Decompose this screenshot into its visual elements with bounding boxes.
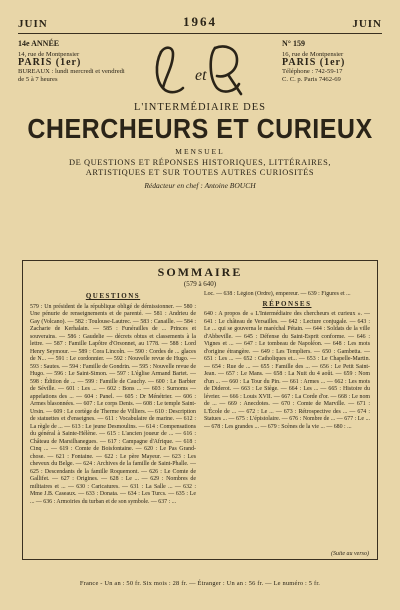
- editor-in-chief: Rédacteur en chef : Antoine BOUCH: [144, 180, 256, 190]
- date-bar: [18, 14, 382, 30]
- phone-number: Téléphone : 742-59-17: [282, 67, 343, 75]
- subtitle-line-1: DE QUESTIONS ET RÉPONSES HISTORIQUES, LITTÉRAIRES,: [68, 157, 332, 167]
- reponses-text: 640 : A propos de « L'Intermédiaire des chercheurs et curieux ». — 641 : Le château de Versailles. — 642 : Lecture conjugale. — 643 : Le ... qui se gouverna le maréchal Pétain. — 644 : Soldats de la ville d'Abbeville. — 645 : Défense du Saint-Esprit conforme. — 646 : Vignes et ... — 647 : Le tombeau de Napoléon. — 648 : Les mots d'origine étrangère. — 649 : Les Templiers. — 650 : Gambetta. — 651 : Les ... — 652 : Catholiques et... — 653 : Le Chapelle-Martin. — 654 : Rue de ... — 655 : Famille des ... — 656 : Le Petit Saint-Jean. — 657 : Le Mans. — 658 : La Nuit du 4 août. — 659 : Nom d'un ... — 660 : La Tour du Pin. — 661 : Armes ... — 662 : Les mots de Diderot. — 663 : Le Siège. — 664 : Les ... — 665 : Histoire du lévrier. — 666 : Louis XVII. — 667 : La Corde d'or. — 668 : Le nom de ... — 669 : Anecdotes. — 670 : Comte de Marville. — 671 : L'École de ... — 672 : Le ... — 673 : Rétrospective des ... — 674 : Statues ... — 675 : L'épistolaire. — 676 : Nombre de ... — 677 : Le ... — 678 : Les grandes ... — 679 : Scènes de la vie ... — 680 : ...: [204, 311, 370, 430]
- left-address: 14, rue de Montpensier: [18, 51, 80, 59]
- table-of-contents: [22, 260, 378, 560]
- page: [18, 14, 382, 596]
- questions-heading: QUESTIONS: [85, 292, 141, 300]
- year-of-publication: 14e ANNÉE: [18, 39, 60, 48]
- left-city: PARIS (1er): [18, 57, 82, 69]
- contents-columns: [30, 291, 370, 553]
- logo-et: et: [195, 67, 207, 84]
- subtitle-block: [18, 147, 382, 179]
- contents-range: (579 à 640): [183, 280, 217, 288]
- subscription-footer: France - Un an : 50 fr. Six mois : 28 fr. — Étranger : Un an : 56 fr. — Le numéro : 5 fr.: [79, 580, 321, 587]
- month-left: JUIN: [18, 18, 48, 30]
- issue-year: 1964: [183, 14, 217, 29]
- header-rule: [18, 33, 382, 34]
- issue-number: N° 159: [282, 39, 305, 48]
- masthead-left: [18, 40, 130, 84]
- postal-account: C. C. p. Paris 7462-69: [282, 75, 341, 83]
- questions-column: [30, 291, 196, 553]
- questions-text: 579 : Un président de la république obligé de démissionner. — 580 : Une pénurie de renseignements et de parenté. — 581 : Andrieu de Gay (Volcano). — 582 : Toulouse-Lautrec. — 583 : Canaille. — 584 : Zacharie de Kerhalain. — 585 : Funérailles de ... Princes et souverains. — 586 : Gaudelie — décrets obtus et classements à la lettre. — 587 : Famille Lapôtre d'Orsonnet, au 1778. — 588 : Lord Henry Seymour. — 589 : Cora Lincoln. — 590 : Cordes de ... glaces de N... — 591 : Le cordonnier. — 592 : Nouvelle revue de Hugo. — 593 : Sautes. — 594 : Famille de Gondrin. — 595 : Nouvelle revue de Hugo. — 596 : Le Saint-Simon. — 597 : L'église Armand Bartet. — 598 : Édition de ... — 599 : Famille de Cauchy. — 600 : Le Barbier de Séville. — 601 : Les ... — 602 : Bons ... — 603 : Surnoms — appelations des ... — 604 : Panel. — 605 : Dr Ménétrier. — 606 : Armes blasonnées. — 607 : Le corps Denis. — 608 : Le temple Saint-Ursin. — 609 : Le cortège de Therme de Villiers. — 610 : Description de statuettes et d'enseignes. — 611 : Vocabulaire de marine. — 612 : La règle de ... — 613 : Le jeune Desmoulins. — 614 : Compensations du général à Sainte-Hélène. — 615 : L'ancien joueur de ... — 616 : Château de Marsilhanegues. — 617 : Campagne d'Afrique. — 618 : Cinq ... — 619 : Comte de Boisfontaine. — 620 : Le Pas Grand-chose. — 621 : Fontaine. — 622 : Le père Mayeur. — 623 : Les cheveux du Belge. — 624 : Archives de la famille de Saint-Phalle. — 625 : Descendants de la famille Roquemont. — 626 : Le Comte de Gallifet. — 627 : Origines. — 628 : Le ... — 629 : Nombres de militaires et ... — 630 : Caricatures. — 631 : La Salle ... — 632 : Mme J.B. Caseaux. — 633 : Donata. — 634 : Les Turcs. — 635 : Le ... — 636 : Armoiries du turban et de son symbole. — 637 : ...: [30, 303, 196, 505]
- contents-heading: SOMMAIRE: [157, 265, 243, 279]
- subtitle-line-2: ARTISTIQUES ET SUR TOUTES AUTRES CURIOSITÉS: [85, 168, 315, 177]
- office-hours: BUREAUX : lundi mercredi et vendredi de 5 à 7 heures: [18, 67, 125, 83]
- month-right: JUIN: [352, 18, 382, 30]
- continued-note: (Suite au verso): [331, 551, 369, 557]
- right-address: 16, rue de Montpensier: [282, 51, 344, 59]
- periodicity: MENSUEL: [175, 147, 225, 156]
- masthead-right: [282, 40, 382, 84]
- reponses-heading: RÉPONSES: [262, 299, 312, 308]
- masthead: [18, 40, 382, 106]
- title-line-1: L'INTERMÉDIAIRE DES: [133, 102, 266, 113]
- reponses-column: [204, 291, 370, 553]
- journal-logo-icon: [151, 38, 247, 98]
- right-city: PARIS (1er): [282, 57, 346, 69]
- journal-title: CHERCHEURS ET CURIEUX: [27, 113, 373, 145]
- reponses-lead-text: Loc. — 638 : Légion (Ordre), empereur. — 639 : Figures et ...: [204, 291, 351, 297]
